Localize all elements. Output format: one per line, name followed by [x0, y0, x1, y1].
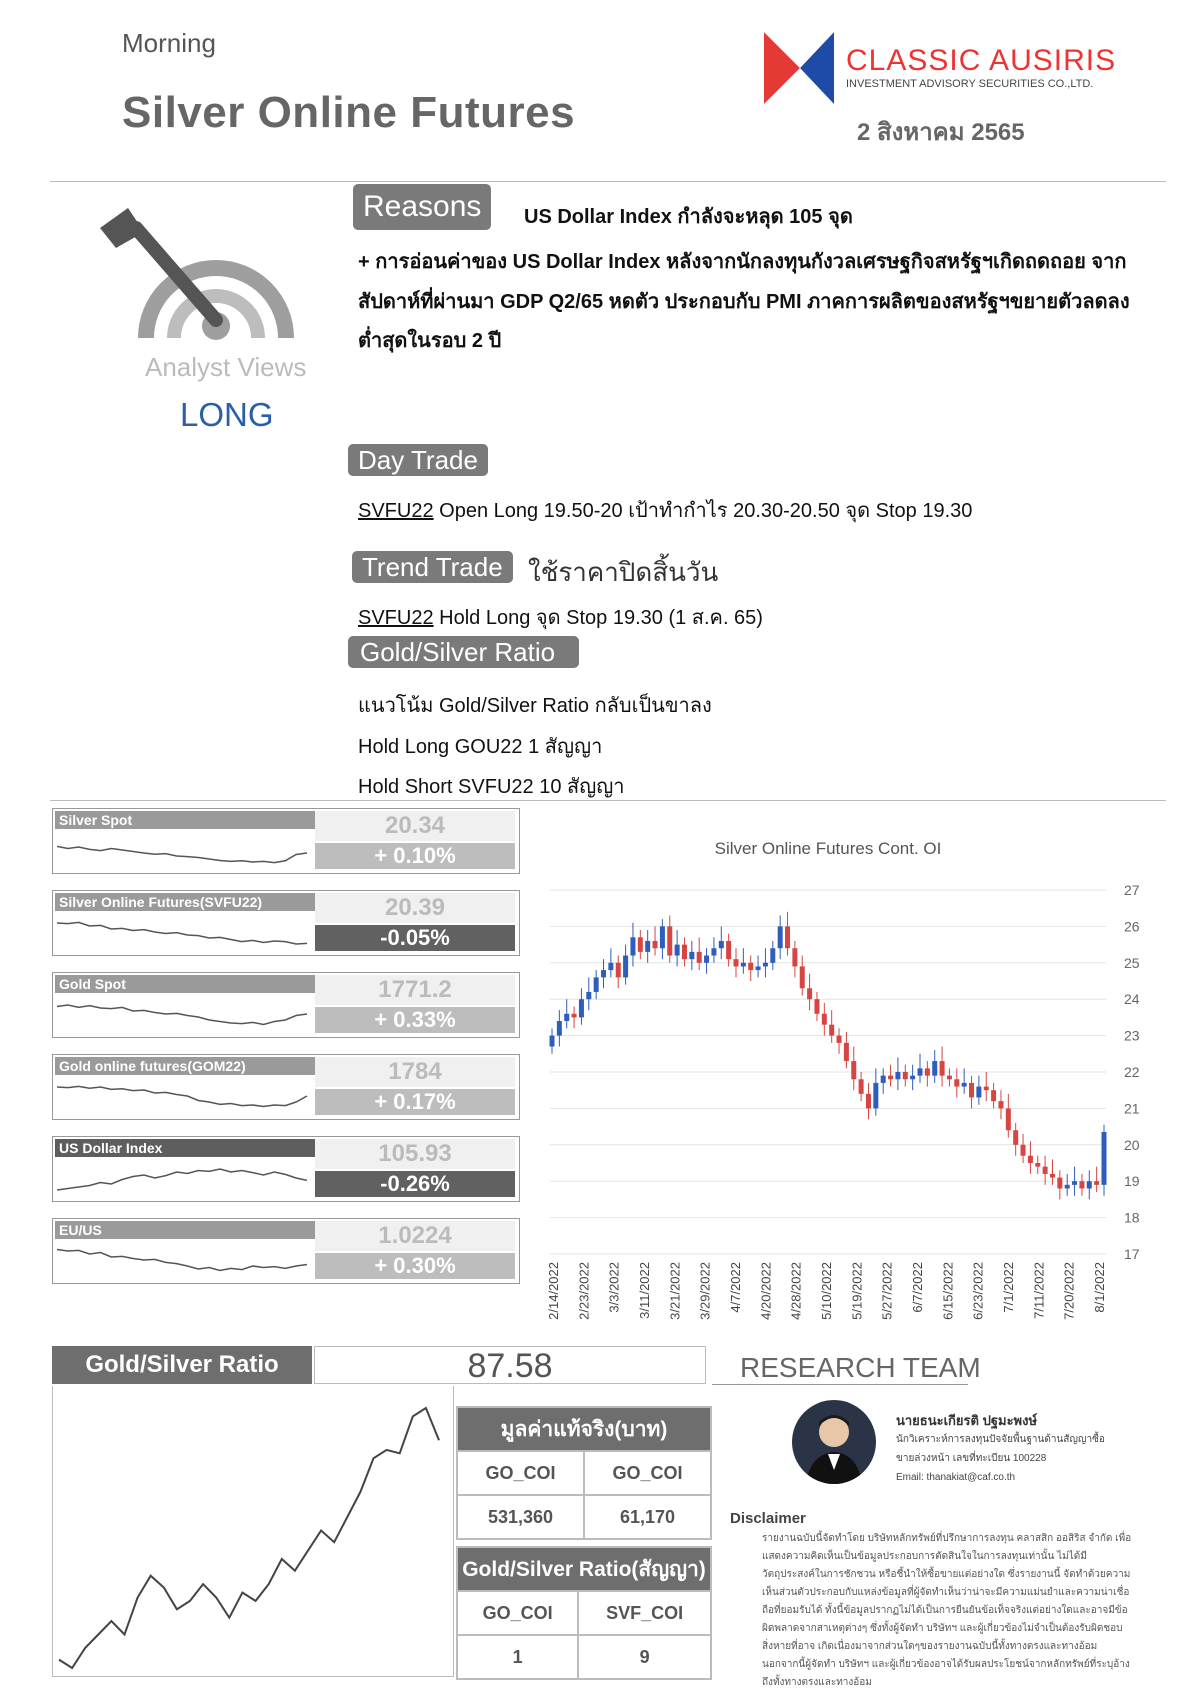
- sparkline: [57, 1241, 311, 1279]
- candle-body: [903, 1072, 908, 1079]
- day-trade-plan: [358, 494, 972, 526]
- table-cell: GO_COI: [457, 1591, 578, 1635]
- market-panel: [52, 1218, 520, 1284]
- day-trade-tag: Day Trade: [348, 444, 488, 476]
- market-name: Silver Spot: [55, 811, 317, 829]
- analyst-info: [896, 1430, 1106, 1487]
- market-panel: [52, 1136, 520, 1202]
- candle-body: [888, 1076, 893, 1080]
- candle-body: [653, 941, 658, 948]
- market-panel: [52, 1054, 520, 1120]
- brand-logo-icon: [764, 32, 834, 104]
- sparkline: [57, 995, 311, 1033]
- table-cell: 1: [457, 1635, 578, 1679]
- candle-body: [778, 926, 783, 948]
- x-tick-label: 5/19/2022: [849, 1262, 865, 1320]
- sparkline-path: [57, 846, 307, 862]
- market-value: 1784: [315, 1057, 515, 1087]
- y-tick-label: 26: [1124, 918, 1140, 935]
- market-value: 20.34: [315, 811, 515, 841]
- analyst-info-line: นักวิเคราะห์การลงทุนปัจจัยพื้นฐานด้านสัญญาซื้อ: [896, 1434, 1105, 1445]
- candle-body: [763, 963, 768, 967]
- candle-body: [998, 1101, 1003, 1108]
- candle-body: [586, 992, 591, 999]
- candle-body: [550, 1036, 555, 1047]
- x-tick-label: 4/7/2022: [728, 1262, 743, 1313]
- candle-body: [932, 1061, 937, 1076]
- day-trade-symbol: SVFU22: [358, 500, 434, 522]
- trend-trade-plan: [358, 601, 763, 633]
- x-tick-label: 4/20/2022: [758, 1262, 774, 1320]
- candle-body: [1087, 1181, 1092, 1188]
- x-tick-label: 3/21/2022: [667, 1262, 683, 1320]
- reasons-line: + การอ่อนค่าของ US Dollar Index หลังจากนักลงทุนกังวลเศรษฐกิจสหรัฐฯเกิดถดถอย จาก: [358, 251, 1127, 273]
- candle-body: [579, 999, 584, 1017]
- session-label: Morning: [122, 28, 216, 58]
- candle-body: [807, 988, 812, 999]
- y-tick-label: 24: [1124, 991, 1140, 1008]
- x-tick-label: 4/28/2022: [788, 1262, 804, 1320]
- y-tick-label: 17: [1124, 1246, 1140, 1262]
- candle-body: [564, 1014, 569, 1021]
- y-tick-label: 18: [1124, 1209, 1140, 1226]
- market-name: Gold online futures(GOM22): [55, 1057, 317, 1075]
- candle-body: [873, 1083, 878, 1108]
- candle-body: [814, 999, 819, 1014]
- x-tick-label: 2/23/2022: [576, 1262, 592, 1320]
- market-value: 105.93: [315, 1139, 515, 1169]
- candle-body: [719, 941, 724, 948]
- candle-body: [770, 948, 775, 963]
- candle-body: [940, 1061, 945, 1076]
- reasons-line: สัปดาห์ที่ผ่านมา GDP Q2/65 หดตัว ประกอบกับ PMI ภาคการผลิตของสหรัฐฯขยายตัวลดลง: [358, 291, 1130, 313]
- market-change: + 0.30%: [315, 1253, 515, 1279]
- sparkline-path: [57, 1169, 307, 1190]
- market-name: Silver Online Futures(SVFU22): [55, 893, 317, 911]
- candle-body: [572, 1014, 577, 1018]
- disclaimer-text: รายงานฉบับนี้จัดทำโดย บริษัทหลักทรัพย์ที่ปรึกษาการลงทุน คลาสสิก ออสิริส จำกัด เพื่อแสดงความคิดเห็นเป็นข้อมูลประกอบการตัดสินใจในการลงทุนเท่านั้น ไม่ได้มีวัตถุประสงค์ในการชักชวน หรือชี้นำให้ซื้อขายแต่อย่างใด ซึ่งรายงานนี้ จัดทำด้วยความเห็นส่วนตัวประกอบกับแหล่งข้อมูลที่ผู้จัดทำเห็นว่าน่าจะมีความแม่นยำและความน่าเชื่อถือที่ยอมรับได้ ทั้งนี้ข้อมูลปรากฏไม่ได้เป็นการยืนยันข้อเท็จจริงแต่อย่างใดและอาจมีข้อผิดพลาดจากสาเหตุต่างๆ ซึ่งทั้งผู้จัดทำ บริษัทฯ และผู้เกี่ยวข้องไม่จำเป็นต้องรับผิดชอบสิ่งหายที่อาจ เกิดเนื่องมาจากส่วนใดๆของรายงานฉบับนี้ทั้งทางตรงและทางอ้อม นอกจากนี้ผู้จัดทำ บริษัทฯ และผู้เกี่ยวข้องอาจได้รับผลประโยชน์จากหลักทรัพย์ที่ระบุอ้างถึงทั้งทางตรงและทางอ้อม: [762, 1533, 1132, 1688]
- market-value: 1771.2: [315, 975, 515, 1005]
- sparkline-path: [57, 1005, 307, 1025]
- market-change: + 0.10%: [315, 843, 515, 869]
- gs-ratio-line: แนวโน้ม Gold/Silver Ratio กลับเป็นขาลง: [358, 695, 712, 717]
- candle-body: [734, 959, 739, 966]
- x-tick-label: 3/11/2022: [637, 1262, 652, 1319]
- candle-body: [1021, 1145, 1026, 1156]
- market-value: 20.39: [315, 893, 515, 923]
- y-tick-label: 19: [1124, 1173, 1140, 1190]
- gs-ratio-value: 87.58: [314, 1346, 706, 1384]
- candle-body: [969, 1083, 974, 1098]
- ratio-line: [59, 1408, 439, 1668]
- candle-body: [711, 948, 716, 955]
- reasons-tag: Reasons: [353, 184, 491, 230]
- sparkline-path: [57, 922, 307, 944]
- candle-body: [925, 1068, 930, 1075]
- page-title: Silver Online Futures: [122, 88, 576, 137]
- candle-body: [594, 977, 599, 992]
- candle-body: [851, 1061, 856, 1079]
- contract-table: [456, 1546, 712, 1680]
- candle-body: [1035, 1163, 1040, 1167]
- divider: [50, 181, 1166, 182]
- candle-body: [689, 952, 694, 959]
- reasons-headline: US Dollar Index กำลังจะหลุด 105 จุด: [524, 206, 853, 228]
- analyst-avatar: [792, 1400, 876, 1484]
- candle-body: [837, 1036, 842, 1043]
- candle-body: [748, 963, 753, 970]
- gs-ratio-tag: Gold/Silver Ratio: [348, 636, 579, 668]
- candle-body: [623, 956, 628, 978]
- candle-body: [829, 1025, 834, 1036]
- x-tick-label: 7/1/2022: [1001, 1262, 1016, 1313]
- analyst-email: Email: thanakiat@caf.co.th: [896, 1472, 1016, 1483]
- gs-ratio-line-chart: [52, 1386, 454, 1677]
- table-cell: SVF_COI: [578, 1591, 711, 1635]
- candle-body: [954, 1079, 959, 1086]
- target-arrow-icon: [96, 208, 316, 348]
- x-tick-label: 5/27/2022: [879, 1262, 895, 1320]
- candle-body: [1057, 1178, 1062, 1189]
- candle-body: [976, 1087, 981, 1098]
- gs-ratio-label: Gold/Silver Ratio: [52, 1346, 312, 1384]
- candle-body: [984, 1087, 989, 1091]
- candle-body: [645, 941, 650, 952]
- disclaimer-title: Disclaimer: [730, 1510, 806, 1527]
- candle-body: [756, 966, 761, 970]
- divider: [712, 1384, 968, 1385]
- y-tick-label: 25: [1124, 954, 1140, 971]
- candle-body: [792, 948, 797, 966]
- x-tick-label: 7/11/2022: [1031, 1262, 1047, 1319]
- candle-body: [991, 1090, 996, 1101]
- y-tick-label: 20: [1124, 1136, 1140, 1153]
- candle-body: [697, 952, 702, 963]
- brand-name: CLASSIC AUSIRIS: [846, 44, 1117, 77]
- market-change: -0.05%: [315, 925, 515, 951]
- trend-trade-symbol: SVFU22: [358, 607, 434, 629]
- candle-body: [947, 1076, 952, 1080]
- real-value-header: มูลค่าแท้จริง(บาท): [457, 1407, 711, 1451]
- candle-body: [601, 970, 606, 977]
- candle-body: [859, 1079, 864, 1094]
- x-tick-label: 8/1/2022: [1092, 1262, 1107, 1313]
- view-direction: LONG: [180, 396, 274, 433]
- sparkline: [57, 1159, 311, 1197]
- market-value: 1.0224: [315, 1221, 515, 1251]
- candle-body: [704, 956, 709, 963]
- x-tick-label: 3/3/2022: [606, 1262, 622, 1313]
- y-tick-label: 22: [1124, 1064, 1140, 1080]
- market-panel: [52, 972, 520, 1038]
- candle-body: [1072, 1181, 1077, 1185]
- sparkline-path: [57, 1250, 307, 1271]
- trend-trade-text: Hold Long จุด Stop 19.30 (1 ส.ค. 65): [433, 607, 763, 629]
- candle-body: [557, 1021, 562, 1036]
- trend-trade-note: ใช้ราคาปิดสิ้นวัน: [528, 557, 719, 587]
- report-date: 2 สิงหาคม 2565: [857, 119, 1025, 146]
- candle-body: [962, 1083, 967, 1087]
- x-tick-label: 2/14/2022: [546, 1262, 561, 1320]
- reasons-line: ต่ำสุดในรอบ 2 ปี: [358, 330, 502, 352]
- candle-body: [822, 1014, 827, 1025]
- candle-body: [608, 963, 613, 970]
- y-tick-label: 21: [1124, 1100, 1140, 1117]
- divider: [50, 800, 1166, 801]
- x-tick-label: 5/10/2022: [819, 1262, 834, 1320]
- contract-header: Gold/Silver Ratio(สัญญา): [457, 1547, 711, 1591]
- y-tick-label: 23: [1124, 1027, 1140, 1044]
- candle-body: [800, 966, 805, 988]
- research-title: RESEARCH TEAM: [740, 1352, 981, 1383]
- market-panel: [52, 808, 520, 874]
- table-cell: GO_COI: [457, 1451, 584, 1495]
- analyst-name: นายธนะเกียรติ ปฐมะพงษ์: [896, 1413, 1038, 1428]
- x-tick-label: 6/7/2022: [910, 1262, 925, 1313]
- candle-body: [726, 941, 731, 959]
- silver-candle-chart: [536, 820, 1176, 1340]
- y-tick-label: 27: [1124, 882, 1140, 898]
- candle-body: [895, 1072, 900, 1079]
- candle-body: [785, 926, 790, 948]
- candle-body: [1043, 1167, 1048, 1174]
- market-name: EU/US: [55, 1221, 317, 1239]
- analyst-views-label: Analyst Views: [145, 352, 307, 382]
- candle-body: [616, 963, 621, 978]
- sparkline: [57, 913, 311, 951]
- gs-ratio-line: Hold Short SVFU22 10 สัญญา: [358, 776, 625, 798]
- candle-body: [638, 937, 643, 952]
- candle-body: [1102, 1132, 1107, 1185]
- candle-body: [675, 945, 680, 956]
- table-cell: 9: [578, 1635, 711, 1679]
- candle-body: [910, 1076, 915, 1080]
- x-tick-label: 6/15/2022: [940, 1262, 956, 1320]
- sparkline-path: [57, 1086, 307, 1106]
- x-tick-label: 3/29/2022: [697, 1262, 713, 1320]
- x-tick-label: 6/23/2022: [970, 1262, 986, 1320]
- candle-body: [918, 1068, 923, 1075]
- candle-body: [1006, 1108, 1011, 1130]
- brand-subtitle: INVESTMENT ADVISORY SECURITIES CO.,LTD.: [846, 78, 1094, 90]
- candle-body: [1079, 1181, 1084, 1188]
- sparkline: [57, 1077, 311, 1115]
- person-icon: [792, 1400, 876, 1484]
- candle-body: [682, 945, 687, 960]
- trend-trade-tag: Trend Trade: [352, 551, 513, 583]
- chart-title: Silver Online Futures Cont. OI: [714, 839, 942, 858]
- candle-body: [866, 1094, 871, 1109]
- day-trade-text: Open Long 19.50-20 เป้าทำกำไร 20.30-20.50 จุด Stop 19.30: [433, 500, 973, 522]
- candle-body: [630, 937, 635, 955]
- table-cell: 61,170: [584, 1495, 711, 1539]
- real-value-table: [456, 1406, 712, 1540]
- gs-ratio-line: Hold Long GOU22 1 สัญญา: [358, 736, 603, 758]
- table-cell: GO_COI: [584, 1451, 711, 1495]
- market-change: + 0.17%: [315, 1089, 515, 1115]
- table-cell: 531,360: [457, 1495, 584, 1539]
- market-name: Gold Spot: [55, 975, 317, 993]
- candle-body: [741, 963, 746, 967]
- analyst-info-line: ขายล่วงหน้า เลขที่ทะเบียน 100228: [896, 1453, 1047, 1464]
- market-panel: [52, 890, 520, 956]
- x-tick-label: 7/20/2022: [1061, 1262, 1077, 1320]
- candle-body: [667, 926, 672, 955]
- market-name: US Dollar Index: [55, 1139, 317, 1157]
- market-change: + 0.33%: [315, 1007, 515, 1033]
- candle-body: [1065, 1185, 1070, 1189]
- candle-body: [1028, 1156, 1033, 1163]
- candle-body: [1094, 1181, 1099, 1185]
- candle-body: [844, 1043, 849, 1061]
- candle-body: [660, 926, 665, 948]
- candle-body: [1013, 1130, 1018, 1145]
- sparkline: [57, 831, 311, 869]
- candle-body: [881, 1076, 886, 1083]
- market-change: -0.26%: [315, 1171, 515, 1197]
- candle-body: [1050, 1174, 1055, 1178]
